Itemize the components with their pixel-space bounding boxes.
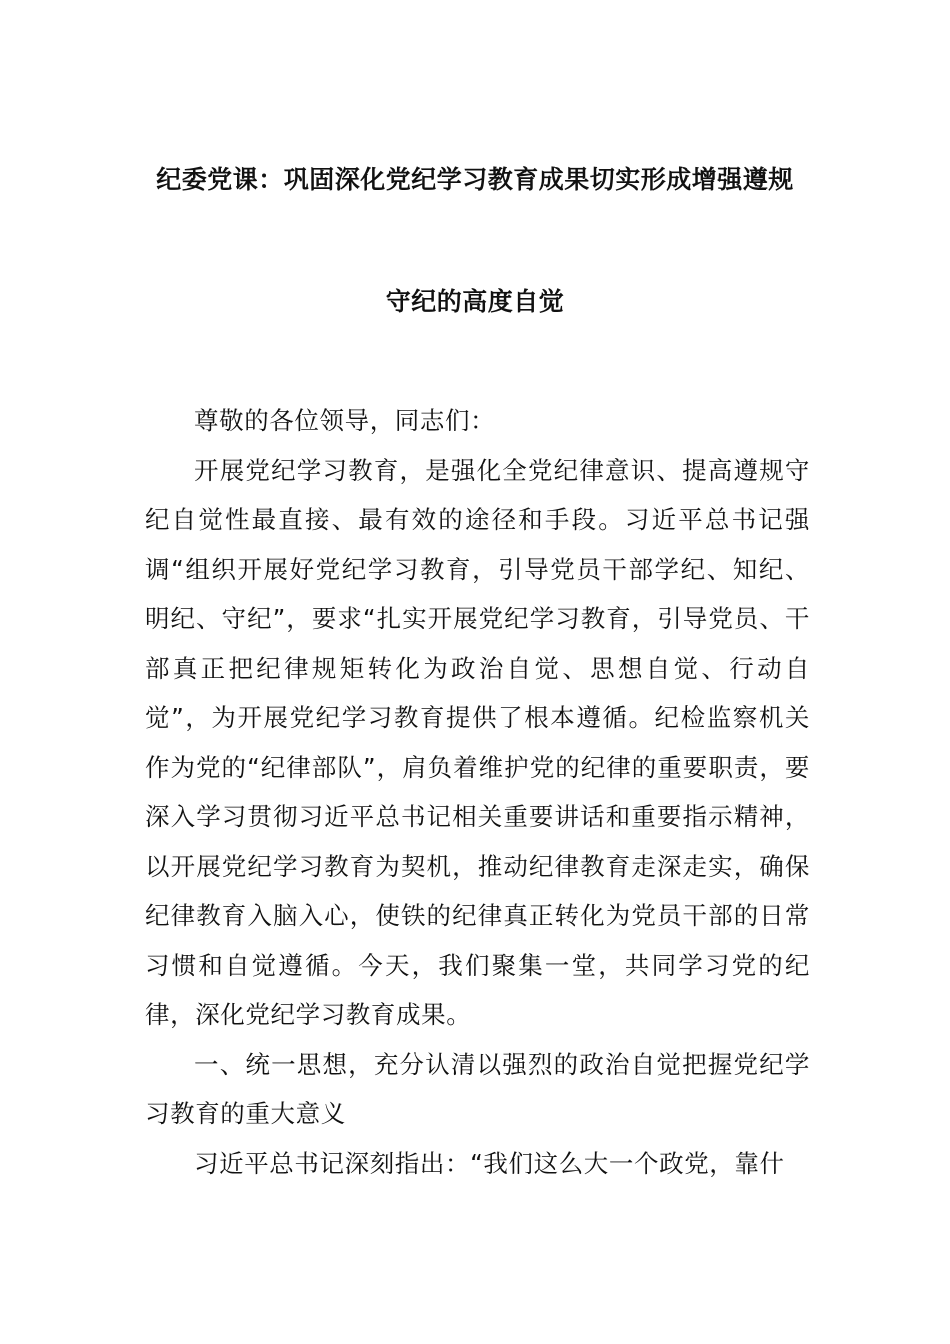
paragraph-quote: 习近平总书记深刻指出：“我们这么大一个政党，靠什 xyxy=(194,1148,785,1178)
document-body xyxy=(145,396,810,1188)
paragraph-intro: 开展党纪学习教育，是强化全党纪律意识、提高遵规守纪自觉性最直接、最有效的途径和手段。习近平总书记强调“组织开展好党纪学习教育，引导党员干部学纪、知纪、明纪、守纪”，要求“扎实开展党纪学习教育，引导党员、干部真正把纪律规矩转化为政治自觉、思想自觉、行动自觉”，为开展党纪学习教育提供了根本遵循。纪检监察机关作为党的“纪律部队”，肩负着维护党的纪律的重要职责，要深入学习贯彻习近平总书记相关重要讲话和重要指示精神，以开展党纪学习教育为契机，推动纪律教育走深走实，确保纪律教育入脑入心，使铁的纪律真正转化为党员干部的日常习惯和自觉遵循。今天，我们聚集一堂，共同学习党的纪律，深化党纪学习教育成果。 xyxy=(145,455,810,1029)
document-title-line-2: 守纪的高度自觉 xyxy=(385,287,565,316)
section-heading-1: 一、统一思想，充分认清以强烈的政治自觉把握党纪学习教育的重大意义 xyxy=(145,1049,810,1128)
document-title-line-1: 纪委党课：巩固深化党纪学习教育成果切实形成增强遵规 xyxy=(156,165,794,194)
salutation: 尊敬的各位领导，同志们： xyxy=(194,406,496,435)
